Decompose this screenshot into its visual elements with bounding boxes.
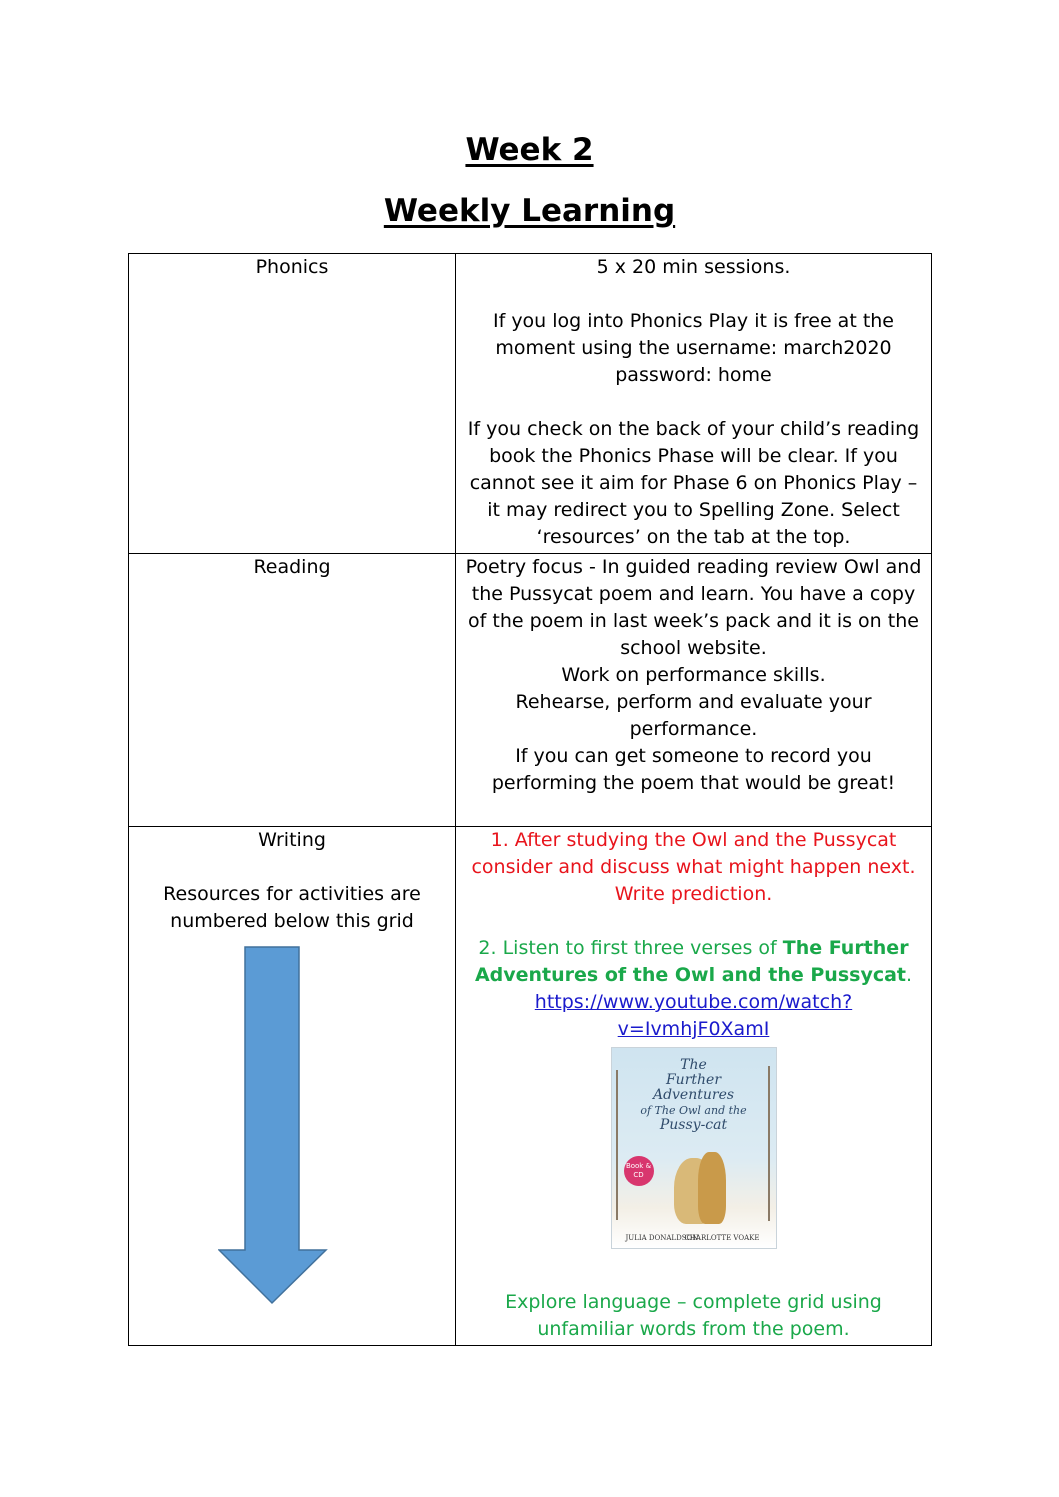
- phonics-label: Phonics: [255, 256, 329, 278]
- writing-label: Writing: [258, 829, 326, 851]
- reading-content-cell: [456, 554, 932, 827]
- book-cd-badge: Book & CD: [624, 1156, 654, 1186]
- activity-2-suffix: .: [906, 964, 913, 986]
- phonics-password: password: home: [615, 364, 772, 386]
- phonics-label-cell: [129, 254, 456, 554]
- book-cover-title: [612, 1058, 776, 1133]
- activity-2-book-title: The Further Adventures of the Owl and the Pussycat: [474, 937, 909, 986]
- reading-label: Reading: [253, 556, 331, 578]
- phonics-sessions: 5 x 20 min sessions.: [596, 256, 791, 278]
- reading-rehearse: Rehearse, perform and evaluate your performance.: [515, 691, 872, 740]
- writing-resources-note: Resources for activities are numbered below this grid: [163, 883, 421, 932]
- book-title-line: of The Owl and the: [640, 1104, 747, 1117]
- book-author: JULIA DONALDSON: [625, 1234, 699, 1242]
- activity-2-prefix: 2. Listen to first three verses of: [478, 937, 783, 959]
- book-cover-image: [611, 1047, 777, 1249]
- page-title: Weekly Learning: [383, 193, 676, 229]
- writing-activity-2: [464, 935, 923, 989]
- writing-content-cell: [456, 827, 932, 1346]
- book-illustrator: CHARLOTTE VOAKE: [684, 1234, 760, 1242]
- book-title-line: The: [680, 1057, 707, 1073]
- writing-activity-1: 1. After studying the Owl and the Pussycat consider and discuss what might happen next. Write prediction.: [471, 829, 916, 905]
- reading-record: If you can get someone to record you performing the poem that would be great!: [491, 745, 896, 794]
- book-title-line: Adventures: [652, 1087, 735, 1103]
- page-week-heading: Week 2: [465, 132, 594, 168]
- down-arrow-icon: [218, 946, 328, 1306]
- cat-illustration: [698, 1152, 726, 1224]
- phonics-content-cell: [456, 254, 932, 554]
- table-row-reading: [129, 554, 932, 827]
- book-title-line: Further: [665, 1072, 722, 1088]
- reading-performance-skills: Work on performance skills.: [561, 664, 826, 686]
- reading-label-cell: [129, 554, 456, 827]
- phonics-login-info: If you log into Phonics Play it is free at the moment using the username: march2020: [492, 310, 894, 359]
- phonics-phase-info: If you check on the back of your child’s reading book the Phonics Phase will be clear. If you cannot see it aim for Phase 6 on Phonics Play – it may redirect you to Spelling Zone. Select ‘resources’ on the tab at the top.: [467, 418, 920, 548]
- table-row-phonics: [129, 254, 932, 554]
- book-title-line: Pussy-cat: [659, 1117, 728, 1133]
- writing-activity-3: Explore language – complete grid using unfamiliar words from the poem.: [505, 1291, 882, 1340]
- arrow-shape: [219, 947, 326, 1303]
- reading-poetry-focus: Poetry focus - In guided reading review Owl and the Pussycat poem and learn. You have a copy of the poem in last week’s pack and it is on the school website.: [465, 556, 922, 659]
- youtube-link[interactable]: https://www.youtube.com/watch?v=IvmhjF0XamI: [534, 991, 853, 1040]
